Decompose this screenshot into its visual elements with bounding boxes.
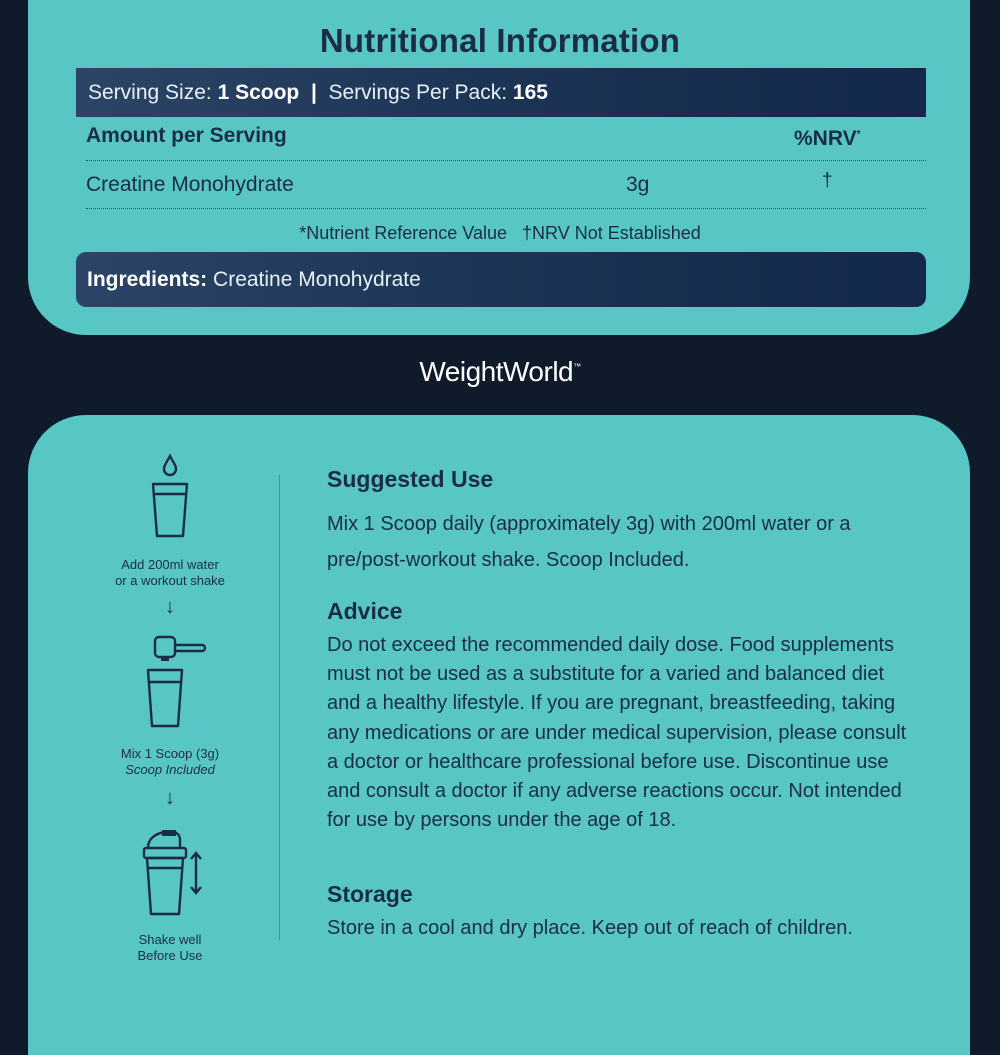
advice-heading: Advice <box>327 598 403 624</box>
nutrient-name: Creatine Monohydrate <box>86 173 294 196</box>
step-3-caption <box>95 932 245 964</box>
down-arrow-icon: ↓ <box>165 787 175 809</box>
amount-per-serving-heading: Amount per Serving <box>86 124 287 147</box>
water-drop-glass-icon <box>145 450 195 542</box>
advice-text: Do not exceed the recommended daily dose. Food supplements must not be used as a substitute for a varied and balanced diet and a healthy lifestyle. If you are pregnant, breastfeeding, taking any medications or are under medical supervision, please consult a doctor or healthcare professional before use. Discontinue use and consult a doctor if any adverse reactions occur. Not intended for use by persons under the age of 18. <box>327 634 907 832</box>
serving-separator: | <box>310 81 317 104</box>
scoop-glass-icon <box>140 632 210 730</box>
ingredients-value: Creatine Monohydrate <box>213 268 421 291</box>
brand-name: WeightWorld <box>419 356 574 387</box>
step-1-caption <box>95 557 245 589</box>
table-divider <box>86 160 926 161</box>
step-2-line-2-italic: Scoop Included <box>125 762 215 777</box>
suggested-use-text: Mix 1 Scoop daily (approximately 3g) with 200ml water or a pre/post-workout shake. Scoop Included. <box>327 513 851 571</box>
step-2-line-2 <box>95 762 245 778</box>
step-2-caption <box>95 746 245 778</box>
brand-logo <box>0 356 1000 388</box>
serving-size-value: 1 Scoop <box>217 81 300 104</box>
nrv-footnote: *Nutrient Reference Value †NRV Not Established <box>299 223 701 243</box>
page-title: Nutritional Information <box>319 22 681 59</box>
nrv-marker: * <box>856 129 861 140</box>
trademark-symbol: ™ <box>573 362 581 371</box>
nutrient-nrv: † <box>822 170 833 191</box>
nrv-heading-label: %NRV <box>794 127 857 150</box>
step-2-line-1: Mix 1 Scoop (3g) <box>120 746 220 761</box>
serving-size-label: Serving Size: <box>88 81 212 104</box>
serving-bar <box>76 68 926 117</box>
down-arrow-icon: ↓ <box>165 596 175 618</box>
step-3-line-1: Shake well <box>138 932 202 947</box>
nutrient-amount: 3g <box>626 173 650 196</box>
column-divider <box>279 475 280 940</box>
storage-text: Store in a cool and dry place. Keep out of reach of children. <box>327 917 853 939</box>
step-3-line-2: Before Use <box>137 948 203 963</box>
table-divider <box>86 208 926 209</box>
storage-heading: Storage <box>327 881 413 907</box>
ingredients-bar <box>76 252 926 307</box>
nrv-heading <box>794 127 861 151</box>
ingredients-label: Ingredients: <box>87 268 208 291</box>
step-1-line-2: or a workout shake <box>115 573 225 588</box>
servings-per-pack-value: 165 <box>512 81 548 104</box>
step-1-line-1: Add 200ml water <box>121 557 219 572</box>
shaker-icon <box>138 828 210 918</box>
suggested-use-heading: Suggested Use <box>327 466 494 492</box>
servings-per-pack-label: Servings Per Pack: <box>328 81 508 104</box>
